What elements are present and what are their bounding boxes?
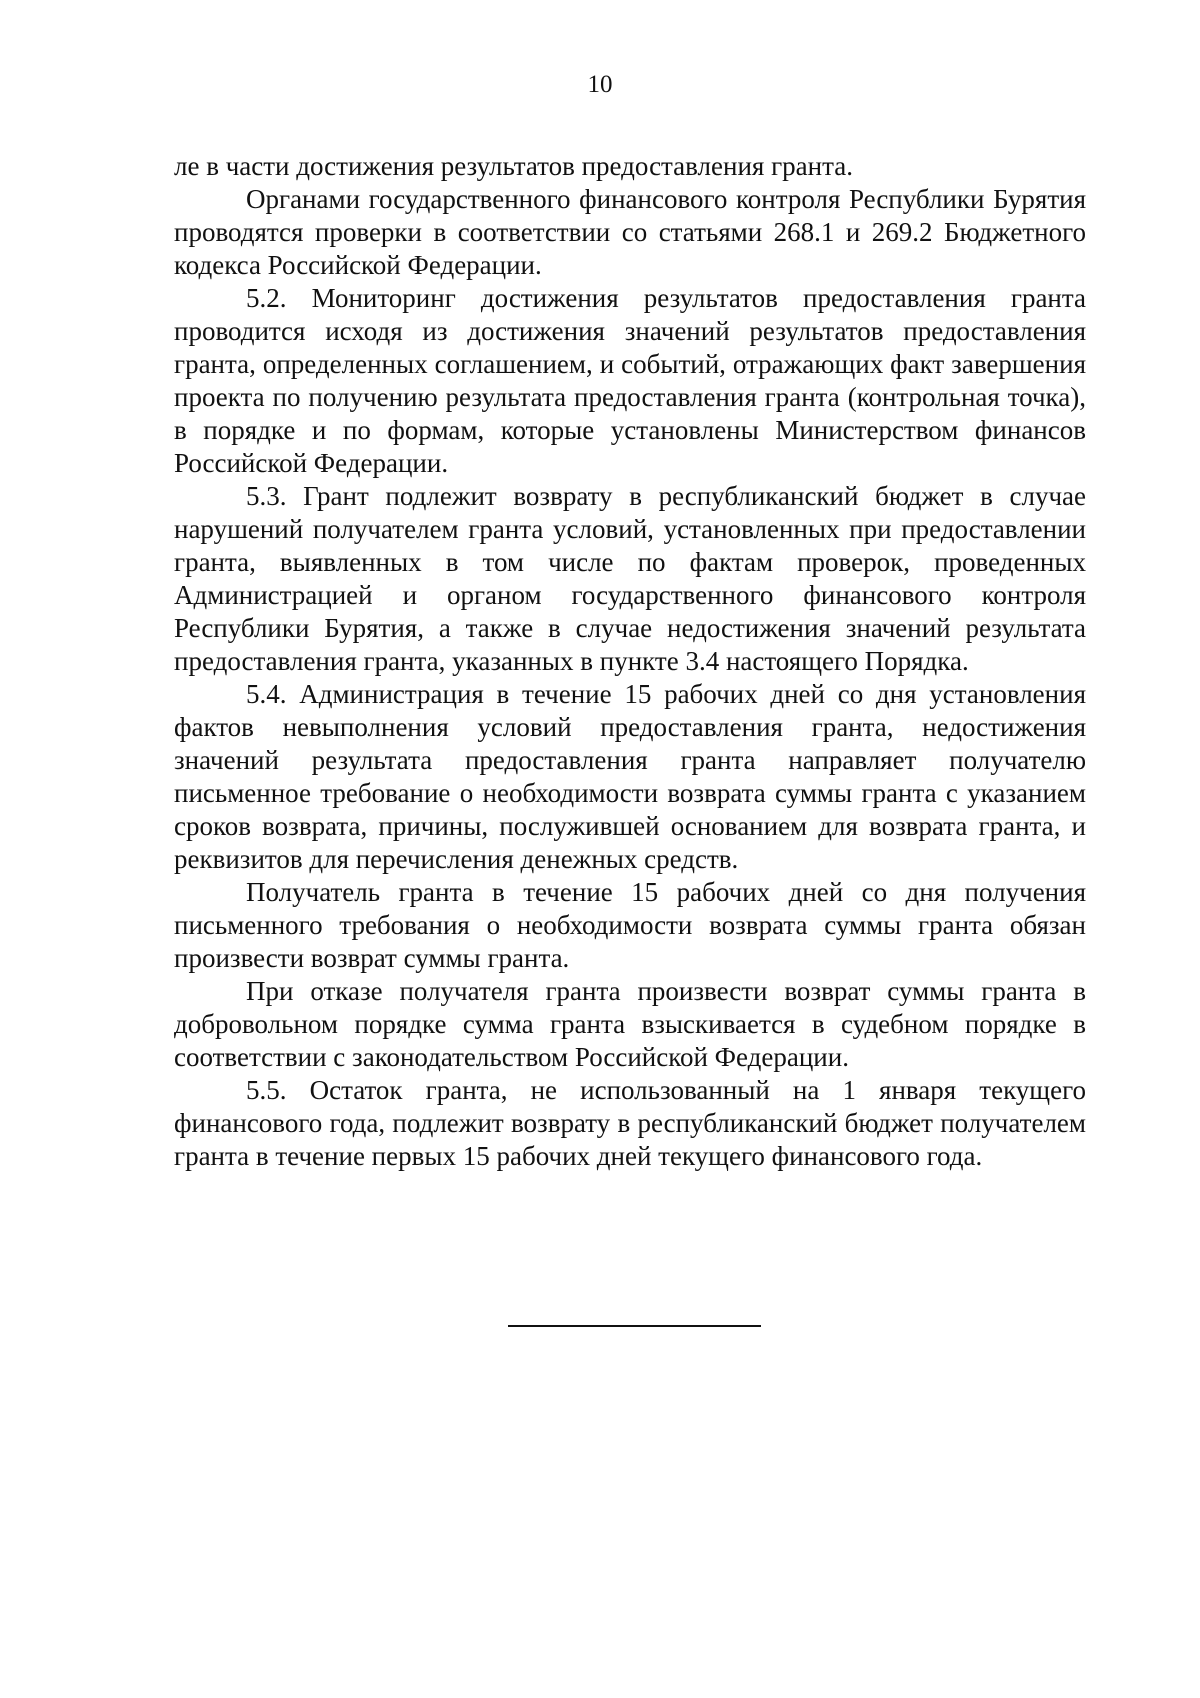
paragraph-5-3: 5.3. Грант подлежит возврату в республиканский бюджет в случае нарушений получателем гранта условий, установленных при предоставлении гранта, выявленных в том числе по фактам проверок, проведенных Администрацией и органом государственного финансового контроля Республики Бурятия, а также в случае недостижения значений результата предоставления гранта, указанных в пункте 3.4 настоящего Порядка. [174, 481, 1086, 676]
end-of-document-rule [508, 1325, 761, 1327]
paragraph-state-control: Органами государственного финансового контроля Республики Бурятия проводятся проверки в соответствии со статьями 268.1 и 269.2 Бюджетного кодекса Российской Федерации. [174, 184, 1086, 280]
paragraph-5-2: 5.2. Мониторинг достижения результатов предоставления гранта проводится исходя из достижения значений результатов предоставления гранта, определенных соглашением, и событий, отражающих факт завершения проекта по получению результата предоставления гранта (контрольная точка), в порядке и по формам, которые установлены Министерством финансов Российской Федерации. [174, 283, 1086, 478]
paragraph-5-4: 5.4. Администрация в течение 15 рабочих дней со дня установления фактов невыполнения условий предоставления гранта, недостижения значений результата предоставления гранта направляет получателю письменное требование о необходимости возврата суммы гранта с указанием сроков возврата, причины, послужившей основанием для возврата гранта, и реквизитов для перечисления денежных средств. [174, 679, 1086, 874]
paragraph-recipient-return: Получатель гранта в течение 15 рабочих дней со дня получения письменного требования о необходимости возврата суммы гранта обязан произвести возврат суммы гранта. [174, 877, 1086, 973]
page-number: 10 [587, 71, 613, 98]
paragraph-continuation: ле в части достижения результатов предоставления гранта. [174, 151, 853, 181]
document-body [174, 150, 1086, 1173]
paragraph-refusal: При отказе получателя гранта произвести возврат суммы гранта в добровольном порядке сумма гранта взыскивается в судебном порядке в соответствии с законодательством Российской Федерации. [174, 976, 1086, 1072]
paragraph-5-5: 5.5. Остаток гранта, не использованный на 1 января текущего финансового года, подлежит возврату в республиканский бюджет получателем гранта в течение первых 15 рабочих дней текущего финансового года. [174, 1075, 1086, 1171]
